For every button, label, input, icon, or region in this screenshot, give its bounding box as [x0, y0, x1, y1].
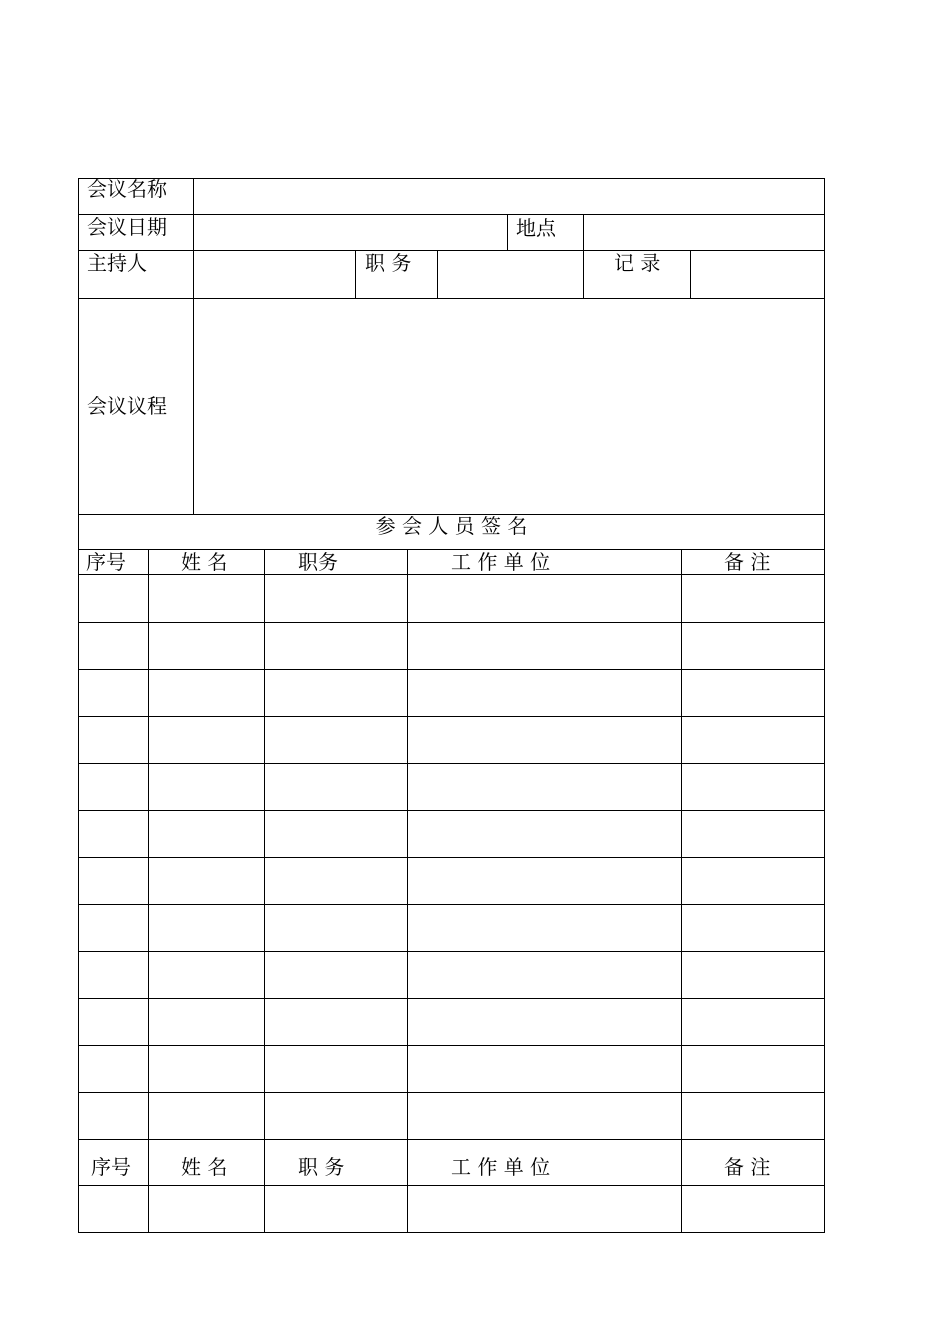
divider	[264, 549, 265, 1232]
table-cell[interactable]	[685, 868, 821, 892]
table-cell[interactable]	[411, 727, 679, 751]
divider	[79, 857, 824, 858]
table-cell[interactable]	[152, 915, 262, 939]
table-cell[interactable]	[411, 1056, 679, 1080]
table-cell[interactable]	[685, 633, 821, 657]
meeting-name-field[interactable]	[195, 180, 823, 213]
header-position: 职务	[298, 550, 338, 574]
table-cell[interactable]	[82, 774, 146, 798]
table-cell[interactable]	[685, 1009, 821, 1033]
divider	[690, 250, 691, 298]
table-cell[interactable]	[411, 915, 679, 939]
divider	[407, 549, 408, 1232]
meeting-name-label: 会议名称	[87, 177, 167, 201]
meeting-date-label: 会议日期	[87, 215, 167, 239]
table-cell[interactable]	[268, 774, 405, 798]
table-cell[interactable]	[685, 915, 821, 939]
table-cell[interactable]	[82, 727, 146, 751]
header-name: 姓 名	[181, 550, 228, 574]
table-cell[interactable]	[152, 774, 262, 798]
table-cell[interactable]	[152, 868, 262, 892]
table-cell[interactable]	[411, 680, 679, 704]
table-cell[interactable]	[268, 1056, 405, 1080]
divider	[79, 298, 824, 299]
header-organization: 工 作 单 位	[451, 1155, 551, 1179]
table-cell[interactable]	[268, 1103, 405, 1127]
table-cell[interactable]	[685, 962, 821, 986]
table-cell[interactable]	[152, 1197, 262, 1221]
table-cell[interactable]	[82, 1009, 146, 1033]
table-cell[interactable]	[152, 633, 262, 657]
table-cell[interactable]	[268, 586, 405, 610]
table-cell[interactable]	[685, 727, 821, 751]
host-field[interactable]	[195, 252, 354, 297]
table-cell[interactable]	[82, 586, 146, 610]
table-cell[interactable]	[268, 868, 405, 892]
host-position-field[interactable]	[439, 252, 582, 297]
table-cell[interactable]	[82, 1103, 146, 1127]
header-name: 姓 名	[181, 1155, 228, 1179]
divider	[79, 951, 824, 952]
table-cell[interactable]	[411, 1009, 679, 1033]
divider	[79, 1139, 824, 1140]
header-seq: 序号	[91, 1155, 131, 1179]
divider	[148, 549, 149, 1232]
host-label: 主持人	[87, 251, 147, 275]
table-cell[interactable]	[411, 821, 679, 845]
table-cell[interactable]	[268, 821, 405, 845]
host-position-label: 职 务	[365, 251, 412, 275]
table-cell[interactable]	[152, 680, 262, 704]
table-cell[interactable]	[82, 680, 146, 704]
table-cell[interactable]	[82, 868, 146, 892]
table-cell[interactable]	[152, 1009, 262, 1033]
agenda-label: 会议议程	[87, 394, 167, 418]
divider	[355, 250, 356, 298]
divider	[79, 1185, 824, 1186]
table-cell[interactable]	[685, 680, 821, 704]
table-cell[interactable]	[685, 586, 821, 610]
table-cell[interactable]	[82, 821, 146, 845]
table-cell[interactable]	[268, 727, 405, 751]
table-cell[interactable]	[152, 1103, 262, 1127]
divider	[79, 763, 824, 764]
table-cell[interactable]	[82, 962, 146, 986]
table-cell[interactable]	[268, 680, 405, 704]
table-cell[interactable]	[152, 727, 262, 751]
divider	[681, 549, 682, 1232]
divider	[79, 574, 824, 575]
table-cell[interactable]	[82, 915, 146, 939]
divider	[583, 214, 584, 298]
table-cell[interactable]	[82, 633, 146, 657]
header-seq: 序号	[86, 550, 126, 574]
attendee-section-title: 参 会 人 员 签 名	[375, 514, 528, 538]
divider	[79, 810, 824, 811]
table-cell[interactable]	[411, 1197, 679, 1221]
table-cell[interactable]	[411, 586, 679, 610]
recorder-field[interactable]	[692, 252, 823, 297]
table-cell[interactable]	[685, 821, 821, 845]
table-cell[interactable]	[268, 633, 405, 657]
recorder-label: 记 录	[614, 251, 661, 275]
meeting-sign-in-form	[78, 178, 825, 1233]
header-position: 职 务	[298, 1155, 345, 1179]
table-cell[interactable]	[685, 1103, 821, 1127]
table-cell[interactable]	[82, 1197, 146, 1221]
divider	[437, 250, 438, 298]
header-remarks: 备 注	[724, 550, 771, 574]
location-field[interactable]	[585, 216, 823, 249]
table-cell[interactable]	[152, 821, 262, 845]
meeting-date-field[interactable]	[195, 216, 506, 249]
table-cell[interactable]	[82, 1056, 146, 1080]
table-cell[interactable]	[685, 1056, 821, 1080]
table-cell[interactable]	[268, 1009, 405, 1033]
table-cell[interactable]	[411, 1103, 679, 1127]
divider	[507, 214, 508, 250]
table-cell[interactable]	[411, 962, 679, 986]
divider	[79, 669, 824, 670]
divider	[79, 1092, 824, 1093]
header-remarks: 备 注	[724, 1155, 771, 1179]
table-cell[interactable]	[411, 868, 679, 892]
table-cell[interactable]	[152, 586, 262, 610]
table-cell[interactable]	[268, 1197, 405, 1221]
agenda-field[interactable]	[195, 300, 823, 513]
divider	[79, 214, 824, 215]
table-cell[interactable]	[411, 774, 679, 798]
divider	[79, 250, 824, 251]
table-cell[interactable]	[685, 774, 821, 798]
table-cell[interactable]	[685, 1197, 821, 1221]
table-cell[interactable]	[152, 962, 262, 986]
table-cell[interactable]	[268, 962, 405, 986]
table-cell[interactable]	[152, 1056, 262, 1080]
header-organization: 工 作 单 位	[451, 550, 551, 574]
location-label: 地点	[516, 216, 556, 240]
divider	[79, 1045, 824, 1046]
table-cell[interactable]	[411, 633, 679, 657]
divider	[193, 179, 194, 514]
divider	[79, 716, 824, 717]
table-cell[interactable]	[268, 915, 405, 939]
divider	[79, 904, 824, 905]
divider	[79, 998, 824, 999]
divider	[79, 622, 824, 623]
